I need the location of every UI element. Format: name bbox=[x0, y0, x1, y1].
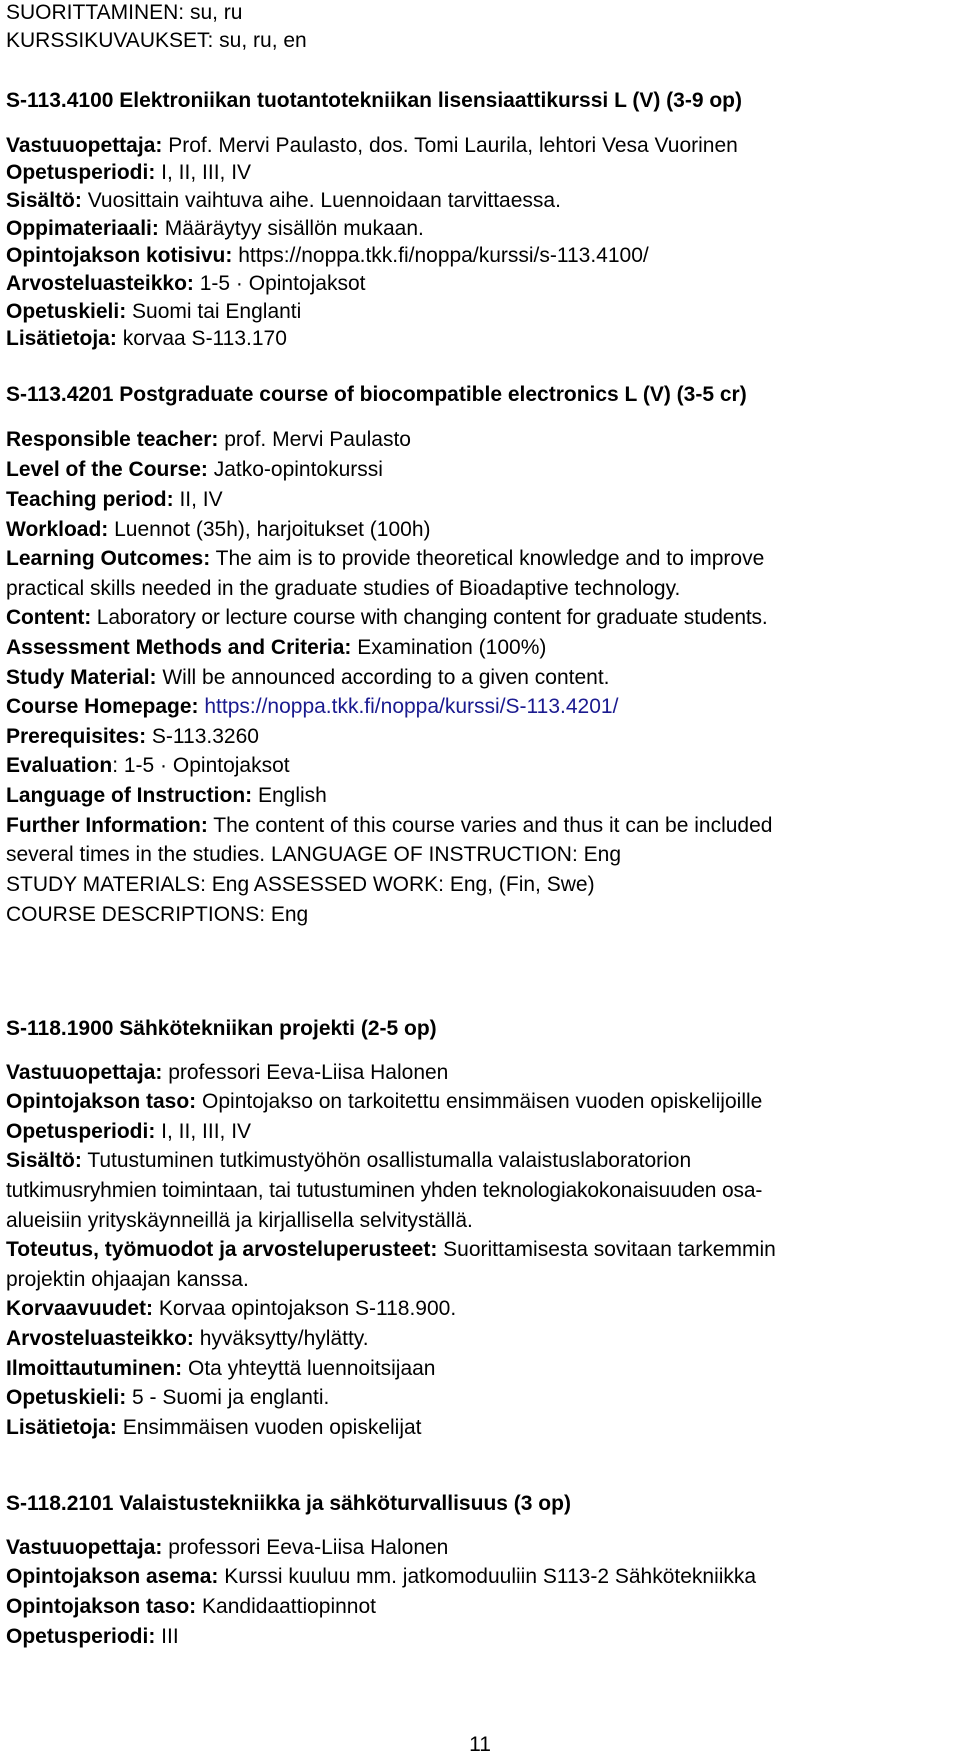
course-4-title: S-118.2101 Valaistustekniikka ja sähköturvallisuus (3 op) bbox=[6, 1492, 571, 1515]
field-label: Study Material: bbox=[6, 666, 157, 689]
course-1-field-oppimateriaali bbox=[6, 216, 424, 242]
field-value: professori Eeva-Liisa Halonen bbox=[162, 1061, 449, 1084]
field-label: Level of the Course: bbox=[6, 458, 208, 481]
course-3-sisalto bbox=[6, 1148, 691, 1174]
course-1-field-vastuuopettaja bbox=[6, 133, 738, 159]
page-number: 11 bbox=[469, 1733, 491, 1756]
field-value: English bbox=[252, 784, 327, 807]
course-1-field-opetusperiodi bbox=[6, 160, 251, 186]
field-label: Oppimateriaali: bbox=[6, 217, 159, 240]
course-2-outcomes bbox=[6, 546, 764, 572]
field-label: Responsible teacher: bbox=[6, 428, 219, 451]
field-value: Vuosittain vaihtuva aihe. Luennoidaan tarvittaessa. bbox=[81, 189, 561, 212]
field-label: Opetusperiodi: bbox=[6, 1120, 156, 1143]
course-3-opetusperiodi bbox=[6, 1119, 251, 1145]
field-label: Korvaavuudet: bbox=[6, 1297, 154, 1320]
field-value: S-113.3260 bbox=[146, 725, 259, 748]
field-label: Sisältö: bbox=[6, 189, 82, 212]
field-value: Luennot (35h), harjoitukset (100h) bbox=[108, 518, 431, 541]
course-1-field-lisatietoja bbox=[6, 326, 287, 352]
field-value: Laboratory or lecture course with changing content for graduate students. bbox=[91, 606, 768, 629]
field-value: 1-5 · Opintojaksot bbox=[193, 272, 366, 295]
field-value: korvaa S-113.170 bbox=[116, 327, 287, 350]
field-label: Lisätietoja: bbox=[6, 327, 117, 350]
field-value: Suomi tai Englanti bbox=[126, 300, 302, 323]
field-value: The content of this course varies and thus it can be included bbox=[207, 814, 773, 837]
field-label: Ilmoittautuminen: bbox=[6, 1357, 183, 1380]
course-2-prerequisites bbox=[6, 724, 259, 750]
course-3-title: S-118.1900 Sähkötekniikan projekti (2-5 op) bbox=[6, 1017, 437, 1040]
course-3-ilmoittautuminen bbox=[6, 1356, 435, 1382]
course-2-workload bbox=[6, 517, 431, 543]
field-value: Kandidaattiopinnot bbox=[196, 1595, 376, 1618]
course-2-period bbox=[6, 487, 223, 513]
course-2-further-cont-3: COURSE DESCRIPTIONS: Eng bbox=[6, 903, 309, 926]
field-label: Further Information: bbox=[6, 814, 208, 837]
field-value: I, II, III, IV bbox=[155, 161, 252, 184]
field-value: professori Eeva-Liisa Halonen bbox=[162, 1536, 449, 1559]
field-label: Workload: bbox=[6, 518, 109, 541]
field-label: Vastuuopettaja: bbox=[6, 1061, 163, 1084]
field-value: prof. Mervi Paulasto bbox=[218, 428, 411, 451]
course-1-field-kotisivu bbox=[6, 243, 649, 269]
course-2-title: S-113.4201 Postgraduate course of biocompatible electronics L (V) (3-5 cr) bbox=[6, 383, 747, 406]
course-1-field-opetuskieli bbox=[6, 299, 301, 325]
course-2-further-cont-1: several times in the studies. LANGUAGE OF INSTRUCTION: Eng bbox=[6, 843, 622, 866]
field-value: Opintojakso on tarkoitettu ensimmäisen vuoden opiskelijoille bbox=[196, 1090, 763, 1113]
field-label: Opetusperiodi: bbox=[6, 161, 156, 184]
course-3-taso bbox=[6, 1089, 762, 1115]
field-value: Ensimmäisen vuoden opiskelijat bbox=[116, 1416, 422, 1439]
field-label: Teaching period: bbox=[6, 488, 174, 511]
course-2-further-cont-2: STUDY MATERIALS: Eng ASSESSED WORK: Eng, (Fin, Swe) bbox=[6, 873, 595, 896]
kurssikuvaukset-line: KURSSIKUVAUKSET: su, ru, en bbox=[6, 29, 307, 52]
course-2-assessment bbox=[6, 635, 546, 661]
course-1-field-arvosteluasteikko bbox=[6, 271, 366, 297]
field-value: II, IV bbox=[173, 488, 223, 511]
field-value: Korvaa opintojakson S-118.900. bbox=[153, 1297, 457, 1320]
field-label: Prerequisites: bbox=[6, 725, 147, 748]
course-4-vastuuopettaja bbox=[6, 1535, 448, 1561]
course-4-opetusperiodi bbox=[6, 1624, 179, 1650]
course-3-toteutus-cont: projektin ohjaajan kanssa. bbox=[6, 1268, 249, 1291]
field-label: Evaluation bbox=[6, 754, 113, 777]
field-label: Opetusperiodi: bbox=[6, 1625, 156, 1648]
field-value: 5 - Suomi ja englanti. bbox=[126, 1386, 330, 1409]
field-value: Tutustuminen tutkimustyöhön osallistumalla valaistuslaboratorion bbox=[81, 1149, 692, 1172]
field-label: Opintojakson kotisivu: bbox=[6, 244, 233, 267]
field-value: Suorittamisesta sovitaan tarkemmin bbox=[437, 1238, 776, 1261]
suorittaminen-line: SUORITTAMINEN: su, ru bbox=[6, 1, 243, 24]
course-4-taso bbox=[6, 1594, 376, 1620]
course-1-field-sisalto bbox=[6, 188, 561, 214]
field-value: III bbox=[155, 1625, 179, 1648]
course-3-korvaavuudet bbox=[6, 1296, 456, 1322]
field-label: Vastuuopettaja: bbox=[6, 1536, 163, 1559]
field-value: I, II, III, IV bbox=[155, 1120, 252, 1143]
field-label: Learning Outcomes: bbox=[6, 547, 211, 570]
field-value: Kurssi kuuluu mm. jatkomoduuliin S113-2 Sähkötekniikka bbox=[218, 1565, 757, 1588]
field-label: Arvosteluasteikko: bbox=[6, 272, 194, 295]
course-2-further bbox=[6, 813, 772, 839]
field-value: : 1-5 · Opintojaksot bbox=[112, 754, 290, 777]
homepage-link[interactable]: https://noppa.tkk.fi/noppa/kurssi/s-113.4100/ bbox=[232, 244, 649, 267]
field-value: Määräytyy sisällön mukaan. bbox=[158, 217, 424, 240]
field-label: Opintojakson asema: bbox=[6, 1565, 219, 1588]
field-label: Vastuuopettaja: bbox=[6, 134, 163, 157]
field-label: Toteutus, työmuodot ja arvosteluperusteet: bbox=[6, 1238, 438, 1261]
course-1-title: S-113.4100 Elektroniikan tuotantotekniikan lisensiaattikurssi L (V) (3-9 op) bbox=[6, 89, 743, 112]
field-value: Prof. Mervi Paulasto, dos. Tomi Laurila, lehtori Vesa Vuorinen bbox=[162, 134, 738, 157]
course-3-vastuuopettaja bbox=[6, 1060, 448, 1086]
course-2-responsible bbox=[6, 427, 411, 453]
field-label: Course Homepage: bbox=[6, 695, 199, 718]
field-label: Assessment Methods and Criteria: bbox=[6, 636, 352, 659]
course-4-asema bbox=[6, 1564, 756, 1590]
field-value: Will be announced according to a given content. bbox=[156, 666, 610, 689]
field-label: Content: bbox=[6, 606, 92, 629]
field-value: Ota yhteyttä luennoitsijaan bbox=[182, 1357, 436, 1380]
field-label: Opetuskieli: bbox=[6, 300, 127, 323]
homepage-link[interactable]: https://noppa.tkk.fi/noppa/kurssi/S-113.4201/ bbox=[198, 695, 619, 718]
course-3-sisalto-cont-2: alueisiin yrityskäynneillä ja kirjallisella selvityställä. bbox=[6, 1209, 473, 1232]
field-value: hyväksytty/hylätty. bbox=[193, 1327, 369, 1350]
field-label: Arvosteluasteikko: bbox=[6, 1327, 194, 1350]
course-2-content bbox=[6, 605, 768, 631]
course-3-sisalto-cont-1: tutkimusryhmien toimintaan, tai tutustuminen yhden teknologiakokonaisuuden osa- bbox=[6, 1179, 763, 1202]
course-3-opetuskieli bbox=[6, 1385, 329, 1411]
field-label: Language of Instruction: bbox=[6, 784, 253, 807]
course-3-lisatietoja bbox=[6, 1415, 422, 1441]
course-2-level bbox=[6, 457, 383, 483]
field-value: The aim is to provide theoretical knowledge and to improve bbox=[210, 547, 765, 570]
field-label: Lisätietoja: bbox=[6, 1416, 117, 1439]
field-value: Jatko-opintokurssi bbox=[207, 458, 383, 481]
field-label: Opintojakson taso: bbox=[6, 1595, 197, 1618]
field-value: Examination (100%) bbox=[351, 636, 547, 659]
course-3-toteutus bbox=[6, 1237, 776, 1263]
course-2-homepage bbox=[6, 694, 618, 720]
field-label: Opetuskieli: bbox=[6, 1386, 127, 1409]
course-3-arvosteluasteikko bbox=[6, 1326, 369, 1352]
course-2-material bbox=[6, 665, 610, 691]
field-label: Sisältö: bbox=[6, 1149, 82, 1172]
course-2-outcomes-cont: practical skills needed in the graduate studies of Bioadaptive technology. bbox=[6, 577, 681, 600]
course-2-language bbox=[6, 783, 327, 809]
field-label: Opintojakson taso: bbox=[6, 1090, 197, 1113]
course-2-evaluation bbox=[6, 753, 290, 779]
